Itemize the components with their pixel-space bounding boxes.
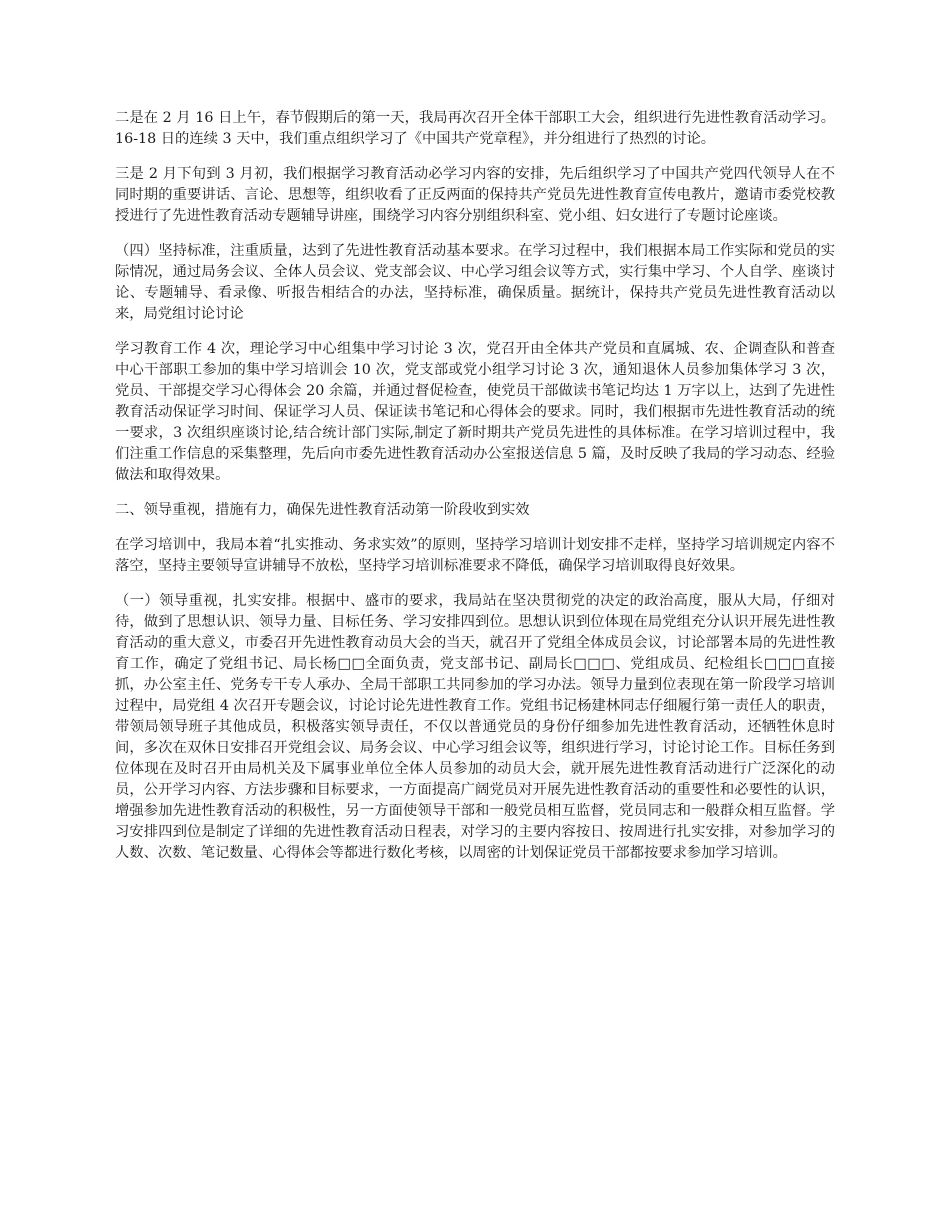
paragraph-standards-quality: （四）坚持标准，注重质量，达到了先进性教育活动基本要求。在学习过程中，我们根据本局工作实际和党员的实际情况，通过局务会议、全体人员会议、党支部会议、中心学习组会议等方式，实行集中学习、个人自学、座谈讨论、专题辅导、看录像、听报告相结合的办法，坚持标准，确保质量。据统计，保持共产党员先进性教育活动以来，局党组讨论讨论 <box>115 243 835 322</box>
paragraph-training-principles: 在学习培训中，我局本着“扎实推动、务求实效”的原则，坚持学习培训计划安排不走样，坚持学习培训规定内容不落空，坚持主要领导宣讲辅导不放松，坚持学习培训标准要求不降低，确保学习培训取得良好效果。 <box>115 537 835 574</box>
paragraph-study-statistics: 学习教育工作 4 次，理论学习中心组集中学习讨论 3 次，党召开由全体共产党员和直属城、农、企调查队和普查中心干部职工参加的集中学习培训会 10 次，党支部或党小组学习讨论 3 次，通知退休人员参加集体学习 3 次，党员、干部提交学习心得体会 20 余篇，并通过督促检查，使党员干部做读书笔记均达 1 万字以上，达到了先进性教育活动保证学习时间、保证学习人员、保证读书笔记和心得体会的要求。同时，我们根据市先进性教育活动的统一要求，3 次组织座谈讨论,结合统计部门实际,制定了新时期共产党员先进性的具体标准。在学习培训过程中，我们注重工作信息的采集整理，先后向市委先进性教育活动办公室报送信息 5 篇，及时反映了我局的学习动态、经验做法和取得效果。 <box>115 341 835 483</box>
paragraph-study-meeting-feb16: 二是在 2 月 16 日上午，春节假期后的第一天，我局再次召开全体干部职工大会，组织进行先进性教育活动学习。16-18 日的连续 3 天中，我们重点组织学习了《中国共产党章程》，并分组进行了热烈的讨论。 <box>115 110 835 147</box>
paragraph-study-late-feb: 三是 2 月下旬到 3 月初，我们根据学习教育活动必学习内容的安排，先后组织学习了中国共产党四代领导人在不同时期的重要讲话、言论、思想等，组织收看了正反两面的保持共产党员先进性教育宣传电教片，邀请市委党校教授进行了先进性教育活动专题辅导讲座，围绕学习内容分别组织科室、党小组、妇女进行了专题讨论座谈。 <box>115 166 835 224</box>
paragraph-leadership-arrangement: （一）领导重视，扎实安排。根据中、盛市的要求，我局站在坚决贯彻党的决定的政治高度，服从大局，仔细对待，做到了思想认识、领导力量、目标任务、学习安排四到位。思想认识到位体现在局党组充分认识开展先进性教育活动的重大意义，市委召开先进性教育动员大会的当天，就召开了党组全体成员会议，讨论部署本局的先进性教育工作，确定了党组书记、局长杨□□全面负责，党支部书记、副局长□□□、党组成员、纪检组长□□□直接抓，办公室主任、党务专干专人承办、全局干部职工共同参加的学习办法。领导力量到位表现在第一阶段学习培训过程中，局党组 4 次召开专题会议，讨论讨论先进性教育工作。党组书记杨建林同志仔细履行第一责任人的职责，带领局领导班子其他成员，积极落实领导责任，不仅以普通党员的身份仔细参加先进性教育活动，还牺牲休息时间，多次在双休日安排召开党组会议、局务会议、中心学习组会议等，组织进行学习，讨论讨论工作。目标任务到位体现在及时召开由局机关及下属事业单位全体人员参加的动员大会，就开展先进性教育活动进行广泛深化的动员，公开学习内容、方法步骤和目标要求，一方面提高广阔党员对开展先进性教育活动的重要性和必要性的认识，增强参加先进性教育活动的积极性，另一方面使领导干部和一般党员相互监督，党员同志和一般群众相互监督。学习安排四到位是制定了详细的先进性教育活动日程表，对学习的主要内容按日、按周进行扎实安排，对参加学习的人数、次数、笔记数量、心得体会等都进行数化考核，以周密的计划保证党员干部都按要求参加学习培训。 <box>115 593 835 861</box>
section-heading-leadership: 二、领导重视，措施有力，确保先进性教育活动第一阶段收到实效 <box>115 502 530 518</box>
